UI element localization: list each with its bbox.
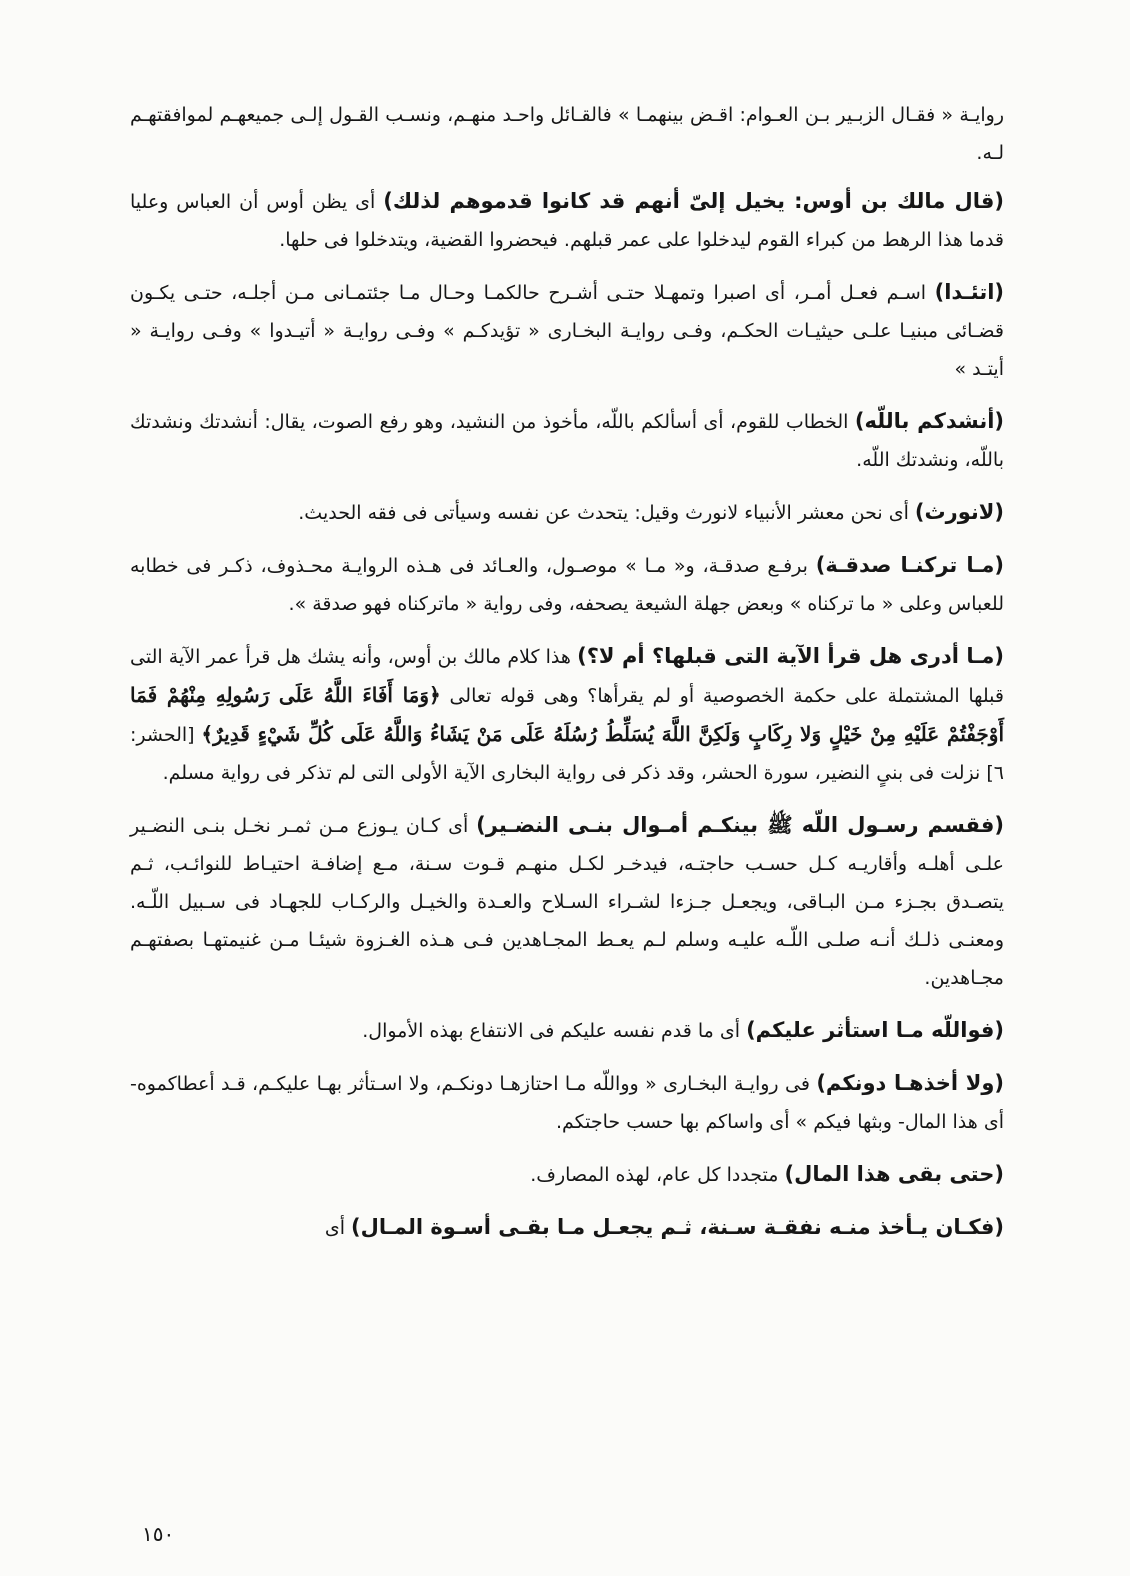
paragraph-text: فى روايـة البخـارى « وواللّه مـا احتازهـا دونكـم، ولا اسـتأثر بهـا عليكـم، قـد أعطاكموه- أى هذا المال- وبثها فيكم » أى واساكم بها حسب حاجتكم. [130,1073,1004,1133]
paragraph-4 [130,402,1004,479]
paragraph-3 [130,273,1004,388]
paragraph-heading: (قال مالك بن أوس: يخيل إلىّ أنهم قد كانوا قدموهم لذلك) [383,189,1004,213]
paragraph-verse [130,637,1004,792]
paragraph-heading: (أنشدكم باللّه) [854,409,1004,433]
paragraph-text: اسـم فعـل أمـر، أى اصبرا وتمهـلا حتـى أشـرح حالكمـا وحـال مـا جئتمـانى مـن أجلـه، حتـى يكـون قضـائى مبنيـا علـى حيثيـات الحكـم، وفـى روايـة البخـارى « تؤيدكـم » وفـى روايـة « أتيـدوا » وفـى روايـة « أيتـد » [130,282,1004,380]
paragraph-text: أى ما قدم نفسه عليكم فى الانتفاع بهذه الأموال. [362,1020,747,1042]
paragraph-10 [130,1064,1004,1141]
paragraph-text: الخطاب للقوم، أى أسألكم باللّه، مأخوذ من النشيد، وهو رفع الصوت، يقال: أنشدتك ونشدتك باللّه، ونشدتك اللّه. [130,411,1004,471]
paragraph-text: أى يظن أوس أن العباس وعليا قدما هذا الرهط من كبراء القوم ليدخلوا على عمر قبلهم. فيحضروا القضية، ويتدخلوا فى حلها. [130,191,1004,251]
paragraph-heading: (لانورث) [914,500,1004,524]
paragraph-9 [130,1011,1004,1050]
paragraph-8 [130,806,1004,997]
verse-citation-text: [الحشر: ٦] نزلت فى بنىٍ النضير، سورة الحشر، وقد ذكر فى رواية البخارى الآية الأولى التى لم تذكر فى رواية مسلم. [130,724,1004,784]
paragraph-heading: (فقسم رسـول اللّه ﷺ بينكـم أمـوال بنـى النضـير) [476,813,1004,837]
paragraph-text: هذا كلام مالك بن أوس، وأنه يشك هل قرأ عمر الآية التى قبلها المشتملة على حكمة الخصوصية أو لم يقرأها؟ وهى قوله تعالى [130,646,1004,707]
paragraph-2 [130,182,1004,259]
paragraph-heading: (مـا تركنـا صدقـة) [815,553,1004,577]
page-body [130,96,1004,1261]
paragraph-text: أى [324,1217,352,1239]
paragraph-text: أى نحن معشر الأنبياء لانورث وقيل: يتحدث عن نفسه وسيأتى فى فقه الحديث. [298,502,915,524]
paragraph-text: متجددا كل عام، لهذه المصارف. [530,1164,785,1186]
paragraph-text: أى كـان يـوزع مـن ثمـر نخـل بنـى النضـير علـى أهلـه وأقاريـه كـل حسـب حاجتـه، فيدخـر لكـل منهـم قـوت سـنة، مـع إضافـة احتيـاط للنوائـب، ثـم يتصـدق بجـزء مـن البـاقى، ويجعـل جـزءا لشـراء السـلاح والعـدة والخيـل والركـاب للجهـاد فى سـبيل اللّـه. ومعنـى ذلـك أنـه صلـى اللّـه عليـه وسلم لـم يعـط المجـاهدين فـى هـذه الغـزوة شيئـا مـن غنيمتهـا بصفتهـم مجـاهدين. [130,815,1004,989]
paragraph-text: برفـع صدقـة، و« مـا » موصـول، والعـائد فى هـذه الروايـة محـذوف، ذكـر فى خطابه للعباس وعلى « ما تركناه » وبعض جهلة الشيعة يصحفه، وفى رواية « ماتركناه فهو صدقة ». [130,555,1004,615]
paragraph-heading: (ولا أخذهـا دونكم) [816,1071,1004,1095]
paragraph-heading: (حتى بقى هذا المال) [784,1162,1004,1186]
paragraph-heading: (اتئـدا) [934,280,1004,304]
paragraph-heading: (مـا أدرى هل قرأ الآية التى قبلها؟ أم لا؟) [577,644,1005,668]
paragraph-11 [130,1155,1004,1194]
paragraph-heading: (فواللّه مـا استأثر عليكم) [746,1018,1004,1042]
paragraph-text: روايـة « فقـال الزبـير بـن العـوام: اقـض بينهمـا » فالقـائل واحـد منهـم، ونسـب القـول إلـى جميعهـم لموافقتهـم لـه. [130,104,1004,164]
quran-verse: ﴿وَمَا أَفَاءَ اللَّهُ عَلَى رَسُولِهِ مِنْهُمْ فَمَا أَوْجَفْتُمْ عَلَيْهِ مِنْ خَيْلٍ وَلا رِكَابٍ وَلَكِنَّ اللَّهَ يُسَلِّطُ رُسُلَهُ عَلَى مَنْ يَشَاءُ وَاللَّهُ عَلَى كُلِّ شَيْءٍ قَدِيرٌ﴾ [130,683,1004,746]
paragraph-5 [130,493,1004,532]
paragraph-heading: (فكـان يـأخذ منـه نفقـة سـنة، ثـم يجعـل مـا بقـى أسـوة المـال) [351,1215,1004,1239]
paragraph-1 [130,96,1004,172]
page-number: ١٥٠ [142,1522,175,1546]
paragraph-12 [130,1208,1004,1247]
paragraph-6 [130,546,1004,623]
